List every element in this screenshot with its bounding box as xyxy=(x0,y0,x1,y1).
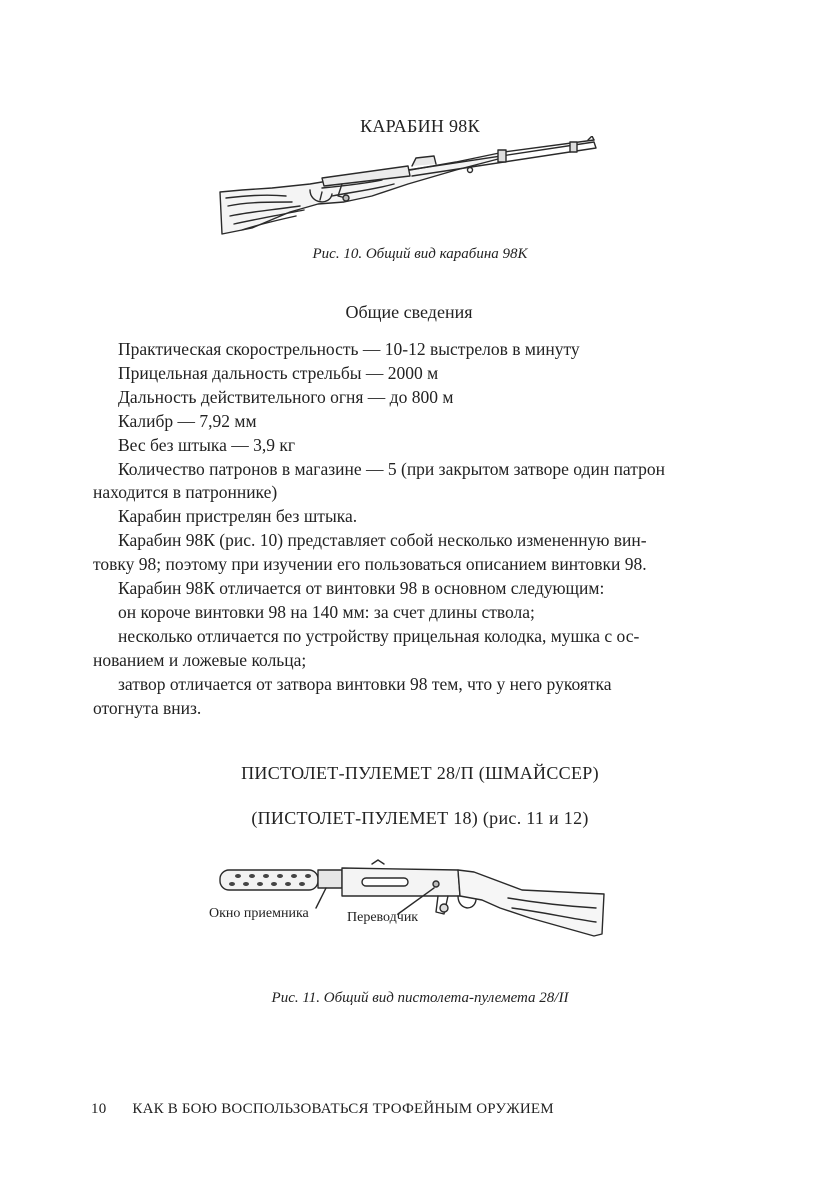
paragraph: Дальность действительного огня — до 800 м xyxy=(118,386,454,407)
figure-caption-carbine: Рис. 10. Общий вид карабина 98К xyxy=(312,246,528,262)
subheading-general-info: Общие сведения xyxy=(345,302,473,322)
book-title: КАК В БОЮ ВОСПОЛЬЗОВАТЬСЯ ТРОФЕЙНЫМ ОРУЖИЕМ xyxy=(132,1101,554,1117)
section-subtitle-smg: (ПИСТОЛЕТ-ПУЛЕМЕТ 18) (рис. 11 и 12) xyxy=(251,808,589,828)
smg-28-illustration xyxy=(212,856,608,944)
paragraph: он короче винтовки 98 на 140 мм: за счет длины ствола; xyxy=(118,601,535,622)
paragraph: Карабин пристрелян без штыка. xyxy=(118,506,358,527)
paragraph: Вес без штыка — 3,9 кг xyxy=(118,434,296,455)
paragraph: отогнута вниз. xyxy=(93,697,202,718)
paragraph: Практическая скорострельность — 10-12 выстрелов в минуту xyxy=(118,339,580,359)
body-text xyxy=(93,338,726,721)
section-title-carbine: КАРАБИН 98К xyxy=(360,116,480,136)
label-selector: Переводчик xyxy=(347,910,419,925)
paragraph: Карабин 98К отличается от винтовки 98 в основном следующим: xyxy=(118,578,605,599)
carbine-98k-illustration xyxy=(212,136,602,240)
page-number: 10 xyxy=(91,1101,107,1117)
figure-caption-smg: Рис. 11. Общий вид пистолета-пулемета 28/II xyxy=(271,990,569,1006)
paragraph: Карабин 98К (рис. 10) представляет собой несколько измененную вин- xyxy=(118,530,647,551)
paragraph: несколько отличается по устройству прицельная колодка, мушка с ос- xyxy=(118,625,640,646)
paragraph: затвор отличается от затвора винтовки 98 тем, что у него рукоятка xyxy=(118,673,612,694)
paragraph: Количество патронов в магазине — 5 (при закрытом затворе один патрон xyxy=(118,458,665,479)
paragraph: нованием и ложевые кольца; xyxy=(93,649,307,670)
label-receiver-window: Окно приемника xyxy=(209,906,309,921)
section-title-smg: ПИСТОЛЕТ-ПУЛЕМЕТ 28/П (ШМАЙССЕР) xyxy=(241,763,599,783)
paragraph: товку 98; поэтому при изучении его пользоваться описанием винтовки 98. xyxy=(93,554,647,575)
paragraph: Прицельная дальность стрельбы — 2000 м xyxy=(118,362,439,383)
page-footer xyxy=(91,1101,554,1118)
paragraph: находится в патроннике) xyxy=(93,482,278,503)
paragraph: Калибр — 7,92 мм xyxy=(118,410,257,431)
